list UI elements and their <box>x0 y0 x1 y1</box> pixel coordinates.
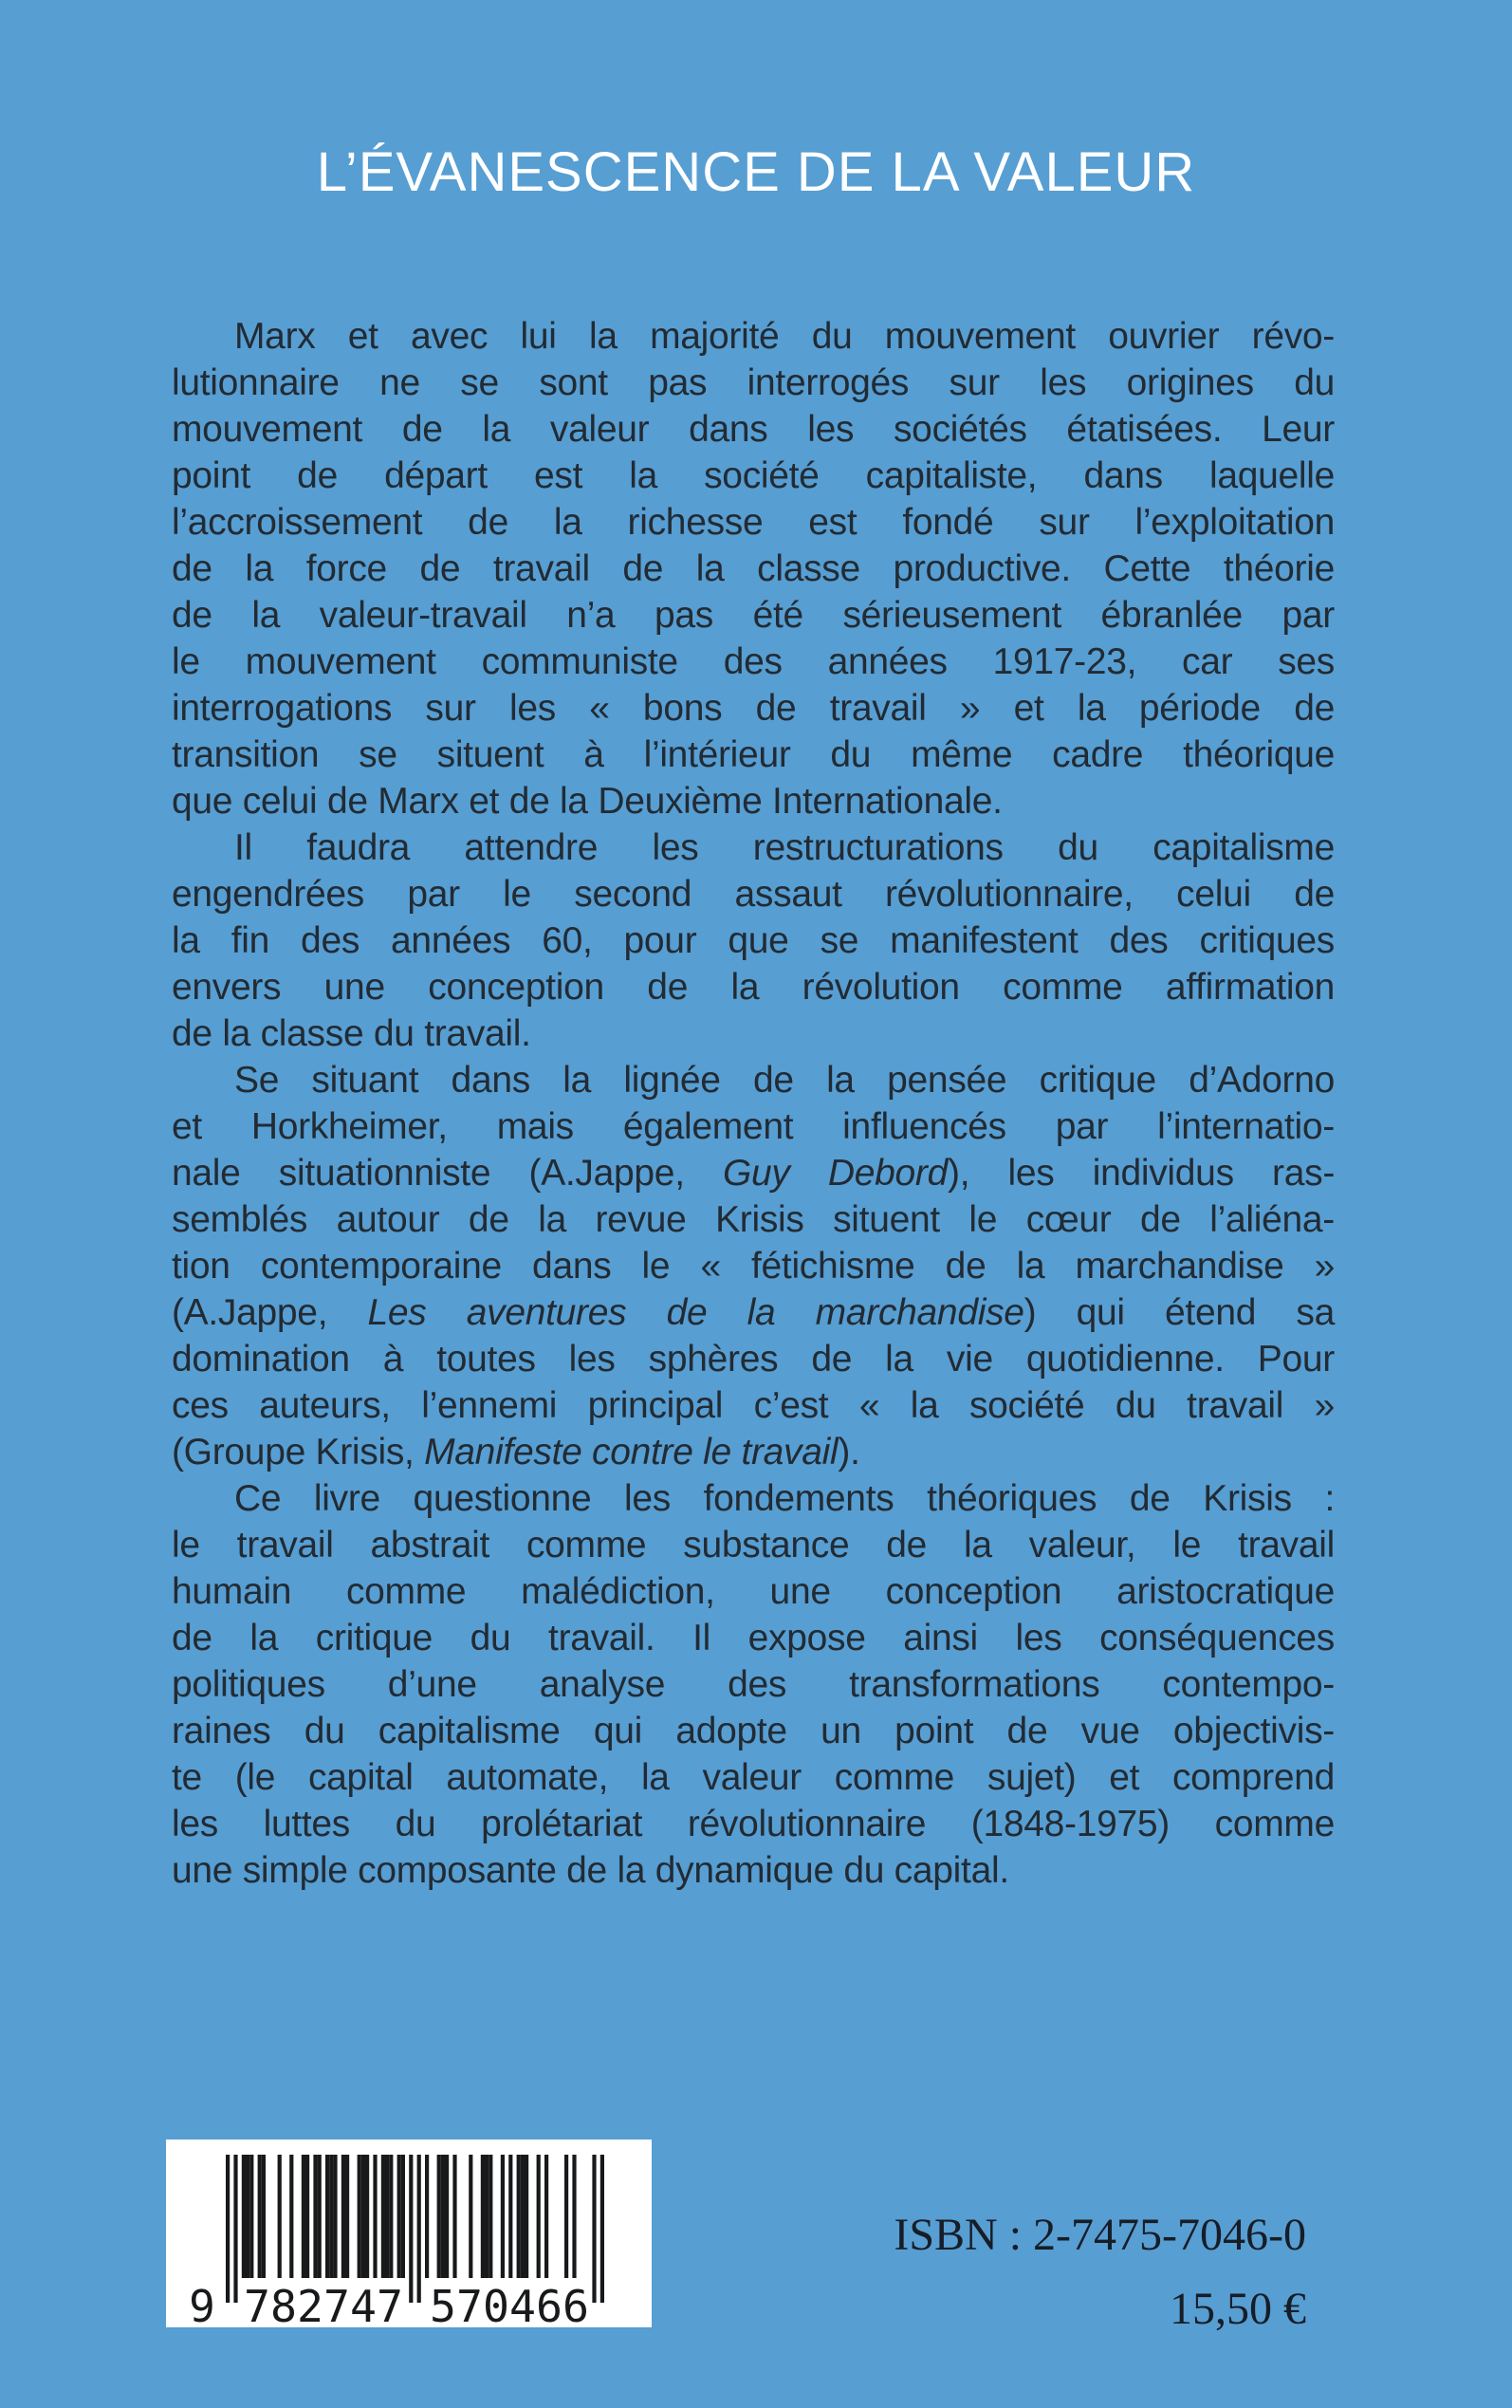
barcode-bar <box>318 2155 322 2278</box>
barcode-bar <box>249 2155 253 2278</box>
barcode-bar <box>381 2155 385 2278</box>
barcode-bar <box>242 2155 246 2278</box>
text-run: politiques d’une analyse des transformations contempo- <box>172 1664 1335 1705</box>
barcode-bar <box>521 2155 525 2278</box>
text-line <box>172 639 1335 685</box>
barcode-bar <box>373 2155 377 2278</box>
text-line <box>172 1801 1335 1847</box>
barcode-bar <box>525 2155 528 2278</box>
barcode-digits: 9 <box>189 2281 215 2325</box>
text-line <box>172 1475 1335 1522</box>
text-line <box>172 732 1335 778</box>
barcode-bar <box>517 2155 521 2278</box>
barcode-bar <box>397 2155 401 2278</box>
text-line <box>172 964 1335 1010</box>
text-run: lutionnaire ne se sont pas interrogés sur les origines du <box>172 362 1335 403</box>
barcode-digits: 570466 <box>430 2281 589 2325</box>
text-line <box>172 1429 1335 1475</box>
barcode-bar <box>385 2155 389 2278</box>
text-line <box>172 824 1335 871</box>
text-run: (A.Jappe, <box>172 1292 368 1333</box>
barcode-bar <box>572 2155 576 2278</box>
book-title: L’ÉVANESCENCE DE LA VALEUR <box>316 141 1196 203</box>
text-run: point de départ est la société capitaliste, dans laquelle <box>172 455 1335 496</box>
barcode-bar <box>313 2155 317 2278</box>
text-line <box>172 406 1335 453</box>
barcode-bar <box>305 2155 309 2278</box>
text-line <box>172 360 1335 406</box>
text-run: que celui de Marx et de la Deuxième Internationale. <box>172 781 1003 822</box>
text-line <box>172 917 1335 964</box>
text-line <box>172 1103 1335 1150</box>
barcode-bar <box>600 2155 604 2303</box>
barcode-bar <box>325 2155 329 2278</box>
text-run: le mouvement communiste des années 1917-23, car ses <box>172 641 1335 682</box>
synopsis-text <box>172 313 1335 1894</box>
text-run: raines du capitalisme qui adopte un point de vue objectivis- <box>172 1711 1335 1751</box>
text-line <box>172 1289 1335 1336</box>
barcode-bar <box>401 2155 405 2278</box>
barcode-bar <box>246 2155 249 2278</box>
isbn-label: ISBN : 2-7475-7046-0 <box>894 2210 1306 2260</box>
barcode-bar <box>329 2155 333 2278</box>
text-line <box>172 1754 1335 1801</box>
text-run: (Groupe Krisis, <box>172 1432 425 1473</box>
barcode-bar <box>481 2155 485 2278</box>
text-line <box>172 1243 1335 1289</box>
text-run: Marx et avec lui la majorité du mouvement ouvrier révo- <box>234 316 1335 357</box>
barcode-bar <box>361 2155 365 2278</box>
text-run: ). <box>838 1432 860 1473</box>
barcode-bar <box>358 2155 361 2278</box>
text-line <box>172 1196 1335 1243</box>
text-line <box>172 685 1335 732</box>
text-run: et Horkheimer, mais également influencés par l’internatio- <box>172 1106 1335 1147</box>
text-line <box>172 1708 1335 1754</box>
barcode-bar <box>544 2155 548 2278</box>
barcode-bar <box>425 2155 429 2278</box>
text-run: semblés autour de la revue Krisis situent le cœur de l’aliéna- <box>172 1199 1335 1240</box>
text-run: nale situationniste (A.Jappe, <box>172 1153 723 1194</box>
barcode-digits: 782747 <box>244 2281 403 2325</box>
barcode-bar <box>258 2155 262 2278</box>
barcode-bar <box>341 2155 345 2278</box>
barcode-bar <box>262 2155 266 2278</box>
text-line <box>172 1010 1335 1057</box>
barcode-bar <box>233 2155 237 2303</box>
text-run: la fin des années 60, pour que se manifestent des critiques <box>172 920 1335 961</box>
barcode-bar <box>508 2155 512 2278</box>
text-line <box>172 1568 1335 1615</box>
text-line <box>172 313 1335 360</box>
barcode-bar <box>365 2155 369 2278</box>
text-run: ces auteurs, l’ennemi principal c’est « la société du travail » <box>172 1385 1335 1426</box>
barcode-bar <box>441 2155 445 2278</box>
text-line <box>172 1382 1335 1429</box>
barcode-bar <box>437 2155 441 2278</box>
barcode-bar <box>345 2155 349 2278</box>
barcode-bar <box>289 2155 293 2278</box>
text-run: de la force de travail de la classe productive. Cette théorie <box>172 548 1335 589</box>
text-run: de la classe du travail. <box>172 1013 531 1054</box>
barcode-bar <box>537 2155 541 2278</box>
text-line <box>172 546 1335 592</box>
text-run: domination à toutes les sphères de la vie quotidienne. Pour <box>172 1339 1335 1380</box>
text-line <box>172 1150 1335 1196</box>
ean13-barcode-bars <box>185 2155 621 2325</box>
text-run: interrogations sur les « bons de travail » et la période de <box>172 688 1335 729</box>
text-run: te (le capital automate, la valeur comme sujet) et comprend <box>172 1757 1335 1798</box>
text-run: engendrées par le second assaut révolutionnaire, celui de <box>172 874 1335 915</box>
barcode-bar <box>445 2155 449 2278</box>
text-run: tion contemporaine dans le « fétichisme de la marchandise » <box>172 1246 1335 1287</box>
barcode-bar <box>302 2155 305 2278</box>
text-run: l’accroissement de la richesse est fondé sur l’exploitation <box>172 502 1335 543</box>
italic-run: Manifeste contre le travail <box>424 1432 839 1473</box>
text-line <box>172 1847 1335 1894</box>
barcode-bar <box>564 2155 568 2278</box>
text-line <box>172 1522 1335 1568</box>
barcode-bar <box>333 2155 337 2278</box>
text-run: les luttes du prolétariat révolutionnaire (1848-1975) comme <box>172 1804 1335 1844</box>
barcode-bar <box>469 2155 472 2278</box>
text-line <box>172 499 1335 546</box>
text-run: de la critique du travail. Il expose ainsi les conséquences <box>172 1618 1335 1658</box>
text-line <box>172 778 1335 824</box>
text-run: de la valeur-travail n’a pas été sérieusement ébranlée par <box>172 595 1335 636</box>
text-run: une simple composante de la dynamique du capital. <box>172 1850 1009 1891</box>
italic-run: Les aventures de la marchandise <box>367 1292 1024 1333</box>
price-label: 15,50 € <box>1170 2284 1306 2334</box>
text-run: Se situant dans la lignée de la pensée critique d’Adorno <box>234 1060 1335 1101</box>
text-run: Ce livre questionne les fondements théoriques de Krisis : <box>234 1478 1335 1519</box>
text-run: transition se situent à l’intérieur du même cadre théorique <box>172 734 1335 775</box>
barcode <box>166 2139 652 2327</box>
text-line <box>172 1057 1335 1103</box>
barcode-bar <box>485 2155 489 2278</box>
barcode-bar <box>409 2155 413 2303</box>
text-run: Il faudra attendre les restructurations du capitalisme <box>234 827 1335 868</box>
text-run: envers une conception de la révolution comme affirmation <box>172 967 1335 1008</box>
text-run: le travail abstrait comme substance de la valeur, le travail <box>172 1525 1335 1565</box>
barcode-bar <box>592 2155 596 2303</box>
text-run: mouvement de la valeur dans les sociétés étatisées. Leur <box>172 409 1335 450</box>
text-line <box>172 1615 1335 1661</box>
italic-run: Guy Debord <box>723 1153 949 1194</box>
text-run: humain comme malédiction, une conception aristocratique <box>172 1571 1335 1612</box>
text-line <box>172 871 1335 917</box>
barcode-bar <box>226 2155 230 2303</box>
text-line <box>172 1336 1335 1382</box>
text-run: ) qui étend sa <box>1023 1292 1335 1333</box>
barcode-bar <box>489 2155 492 2278</box>
text-run: ), les individus ras- <box>948 1153 1336 1194</box>
text-line <box>172 453 1335 499</box>
text-line <box>172 592 1335 639</box>
barcode-bar <box>278 2155 282 2278</box>
text-line <box>172 1661 1335 1708</box>
barcode-bar <box>452 2155 456 2278</box>
barcode-bar <box>501 2155 505 2278</box>
barcode-bar <box>389 2155 393 2278</box>
barcode-bar <box>417 2155 421 2303</box>
